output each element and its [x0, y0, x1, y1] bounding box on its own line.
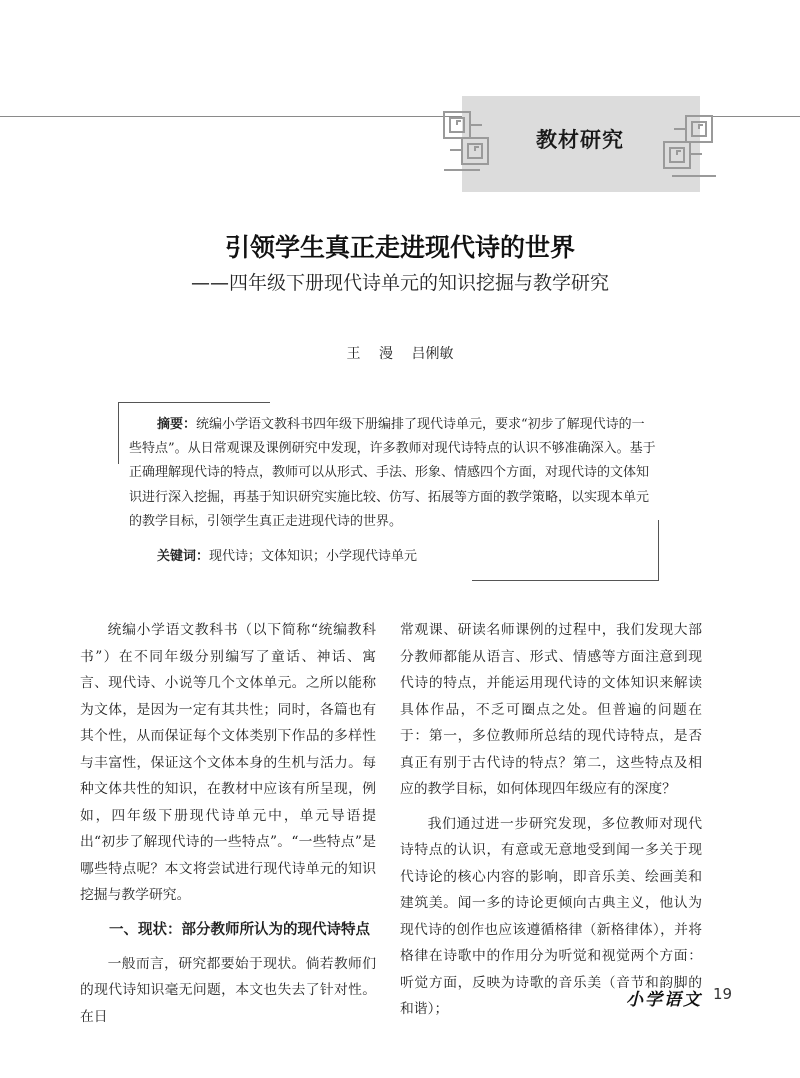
- page-number: 19: [713, 985, 733, 1003]
- abstract-rule-top: [118, 402, 270, 403]
- article-subtitle: ——四年级下册现代诗单元的知识挖掘与教学研究: [190, 272, 609, 294]
- paragraph: 常观课、研读名师课例的过程中，我们发现大部分教师都能从语言、形式、情感等方面注意到现代诗的特点，并能运用现代诗的文体知识来解读具体作品，不乏可圈点之处。但普遍的问题在于：第一，多位教师所总结的现代诗特点，是否真正有别于古代诗的特点？第二，这些特点及相应的教学目标，如何体现四年级应有的深度？: [400, 622, 702, 797]
- keywords-text: 现代诗；文体知识；小学现代诗单元: [209, 549, 418, 564]
- abstract: [129, 413, 657, 534]
- abstract-text: 统编小学语文教科书四年级下册编排了现代诗单元，要求“初步了解现代诗的一些特点”。从日常观课及课例研究中发现，许多教师对现代诗特点的认识不够准确深入。基于正确理解现代诗的特点，教师可以从形式、手法、形象、情感四个方面，对现代诗的文体知识进行深入挖掘，再基于知识研究实施比较、仿写、拓展等方面的教学策略，以实现本单元的教学目标，引领学生真正走进现代诗的世界。: [129, 417, 656, 529]
- paragraph: 一般而言，研究都要始于现状。倘若教师们的现代诗知识毫无问题，本文也失去了针对性。在日: [80, 955, 376, 1025]
- abstract-rule-right: [658, 520, 659, 581]
- paragraph: 统编小学语文教科书（以下简称“统编教科书”）在不同年级分别编写了童话、神话、寓言、现代诗、小说等几个文体单元。之所以能称为文体，是因为一定有其共性；同时，各篇也有其个性，从而保证每个文体类别下作品的多样性与丰富性，保证这个文体本身的生机与活力。每种文体共性的知识，在教材中应该有所呈现，例如，四年级下册现代诗单元中，单元导语提出“初步了解现代诗的一些特点”。“一些特点”是哪些特点呢？本文将尝试进行现代诗单元的知识挖掘与教学研究。: [80, 622, 376, 903]
- paragraph: 我们通过进一步研究发现，多位教师对现代诗特点的认识，有意或无意地受到闻一多关于现代诗论的核心内容的影响，即音乐美、绘画美和建筑美。闻一多的诗论更倾向古典主义，他认为现代诗的创作也应该遵循格律（新格律体），并将格律在诗歌中的作用分为听觉和视觉两个方面：听觉方面，反映为诗歌的音乐美（音节和韵脚的和谐）；: [400, 815, 702, 1017]
- article-title: 引领学生真正走进现代诗的世界: [224, 233, 575, 262]
- abstract-rule-bottom: [472, 580, 659, 581]
- section-label: 教材研究: [536, 128, 624, 152]
- header-rule-left: [0, 116, 462, 117]
- meander-ornament-right: [650, 112, 720, 184]
- keywords-label: 关键词：: [157, 549, 210, 564]
- abstract-rule-left: [118, 402, 119, 464]
- abstract-label: 摘要：: [157, 417, 197, 432]
- body-column-right: [400, 617, 702, 1023]
- section-heading: 一、现状：部分教师所认为的现代诗特点: [109, 921, 370, 938]
- keywords: [157, 547, 657, 567]
- journal-logo: 小学语文: [626, 990, 702, 1010]
- body-column-left: [80, 617, 376, 1030]
- meander-ornament-left: [440, 108, 510, 180]
- article-authors: 王 漫 吕俐敏: [346, 346, 454, 362]
